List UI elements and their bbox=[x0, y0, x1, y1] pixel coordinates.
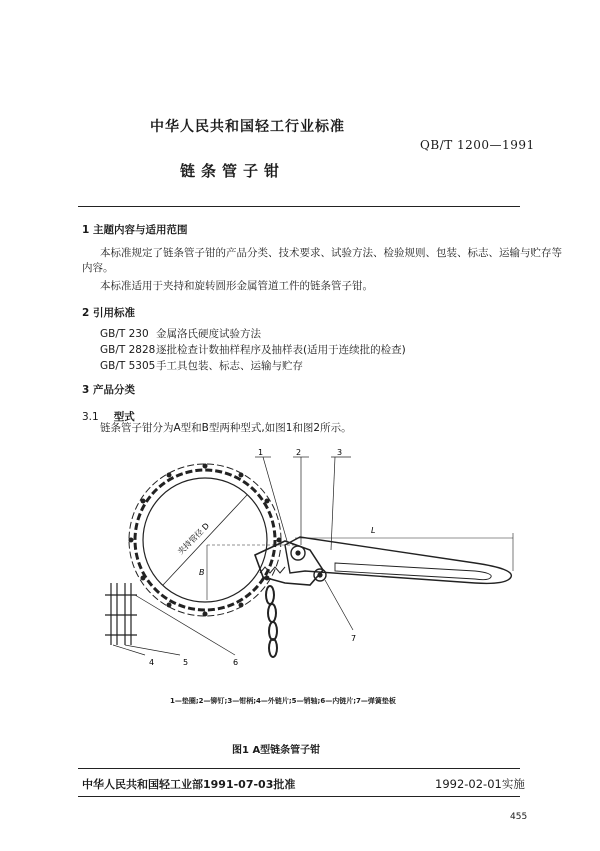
footer-rule-top bbox=[78, 768, 520, 769]
section-1-para-1b: 内容。 bbox=[82, 262, 114, 274]
hanging-chain bbox=[266, 586, 277, 657]
section-view bbox=[105, 583, 137, 645]
reference-code: GB/T 2828 bbox=[100, 344, 156, 356]
label-4: 4 bbox=[149, 658, 155, 667]
label-7: 7 bbox=[351, 634, 357, 643]
page-number: 455 bbox=[510, 812, 528, 822]
reference-title: 逐批检查计数抽样程序及抽样表(适用于连续批的检查) bbox=[156, 344, 406, 356]
label-5: 5 bbox=[183, 658, 189, 667]
section-1-para-1a: 本标准规定了链条管子钳的产品分类、技术要求、试验方法、检验规则、包装、标志、运输与贮存等 bbox=[100, 247, 562, 259]
reference-code: GB/T 5305 bbox=[100, 360, 156, 372]
approval-note: 中华人民共和国轻工业部1991-07-03批准 bbox=[82, 778, 296, 791]
reference-code: GB/T 230 bbox=[100, 328, 149, 340]
section-3-heading: 3 产品分类 bbox=[82, 384, 135, 396]
jaw-head bbox=[255, 541, 323, 585]
standard-name: 中华人民共和国轻工行业标准 bbox=[150, 119, 345, 135]
label-2: 2 bbox=[296, 448, 302, 457]
reference-item bbox=[100, 342, 406, 357]
section-number: 3.1 bbox=[82, 411, 99, 423]
label-B: B bbox=[199, 568, 205, 577]
footer-rule-bottom bbox=[78, 796, 520, 797]
standard-code: QB/T 1200—1991 bbox=[420, 138, 535, 152]
reference-item bbox=[100, 326, 261, 341]
reference-title: 金属洛氏硬度试验方法 bbox=[156, 328, 261, 340]
label-L: L bbox=[371, 526, 376, 535]
figure-caption: 图1 A型链条管子钳 bbox=[232, 745, 321, 756]
section-title: 型式 bbox=[113, 411, 135, 423]
header-rule bbox=[78, 206, 520, 207]
section-3-1-text: 链条管子钳分为A型和B型两种型式,如图1和图2所示。 bbox=[100, 422, 352, 434]
label-3: 3 bbox=[337, 448, 343, 457]
chain-pipe-wrench-drawing bbox=[95, 445, 525, 675]
label-1: 1 bbox=[258, 448, 264, 457]
document-title: 链条管子钳 bbox=[180, 162, 286, 180]
section-1-heading: 1 主题内容与适用范围 bbox=[82, 224, 188, 236]
section-2-heading: 2 引用标准 bbox=[82, 307, 135, 319]
reference-title: 手工具包装、标志、运输与贮存 bbox=[156, 360, 303, 372]
label-6: 6 bbox=[233, 658, 239, 667]
figure-legend: 1—垫圈;2—铆钉;3—钳柄;4—外链片;5—销轴;6—内链片;7—弹簧垫板 bbox=[170, 697, 396, 705]
label-D: 夹持管径 D bbox=[176, 521, 212, 557]
section-1-para-2: 本标准适用于夹持和旋转圆形金属管道工件的链条管子钳。 bbox=[100, 280, 373, 292]
reference-item bbox=[100, 358, 303, 373]
effective-date: 1992-02-01实施 bbox=[435, 777, 525, 791]
